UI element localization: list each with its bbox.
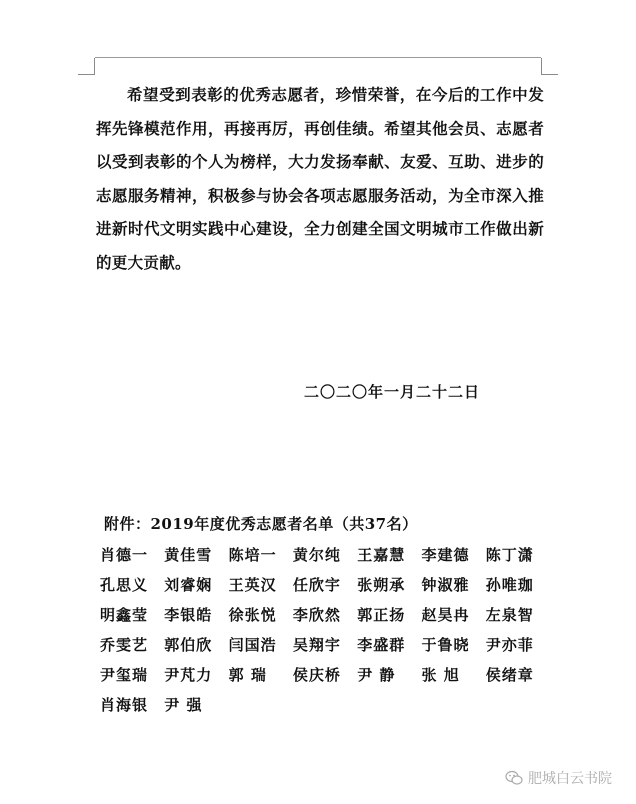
name-entry: 尹亦菲: [485, 636, 534, 654]
name-entry: 陈培一: [228, 546, 277, 564]
name-entry: 尹玺瑞: [100, 666, 149, 684]
name-entry: 乔雯艺: [100, 636, 149, 654]
name-entry: 郭正扬: [357, 606, 406, 624]
name-entry: 王嘉慧: [357, 546, 406, 564]
name-entry: 任欣宇: [292, 576, 341, 594]
name-entry: 陈丁潇: [485, 546, 534, 564]
name-entry: 肖海银: [100, 696, 149, 714]
name-entry: 郭伯欣: [164, 636, 213, 654]
name-entry: 李银皓: [164, 606, 213, 624]
name-entry: 明鑫莹: [100, 606, 149, 624]
margin-corner-top-left: [78, 58, 95, 75]
name-entry: 徐张悦: [228, 606, 277, 624]
name-entry: 侯绪章: [485, 666, 534, 684]
name-entry: 刘睿娴: [164, 576, 213, 594]
name-entry: 张朔承: [357, 576, 406, 594]
name-entry: 张 旭: [421, 666, 460, 684]
name-entry: 孔思义: [100, 576, 149, 594]
name-entry: 吴翔宇: [292, 636, 341, 654]
name-entry: 李盛群: [357, 636, 406, 654]
names-list: [100, 544, 550, 724]
name-entry: 赵昊冉: [421, 606, 470, 624]
name-entry: 左泉智: [485, 606, 534, 624]
name-entry: 李建德: [421, 546, 470, 564]
name-entry: 王英汉: [228, 576, 277, 594]
wechat-icon: [505, 770, 523, 786]
page-top-rule: [95, 57, 541, 58]
name-entry: 钟淑雅: [421, 576, 470, 594]
attachment-title: 附件：2019年度优秀志愿者名单（共37名）: [104, 515, 418, 533]
name-entry: 尹芃力: [164, 666, 213, 684]
name-entry: 郭 瑞: [228, 666, 267, 684]
name-entry: 黄佳雪: [164, 546, 213, 564]
name-entry: 闫国浩: [228, 636, 277, 654]
name-entry: 于鲁晓: [421, 636, 470, 654]
watermark-text: 肥城白云书院: [528, 770, 612, 786]
name-entry: 尹 强: [164, 696, 203, 714]
name-entry: 黄尔纯: [292, 546, 341, 564]
name-entry: 孙唯珈: [485, 576, 534, 594]
margin-corner-top-right: [541, 58, 558, 75]
watermark: [505, 768, 612, 788]
name-entry: 肖德一: [100, 546, 149, 564]
body-paragraph: 希望受到表彰的优秀志愿者，珍惜荣誉，在今后的工作中发挥先锋模范作用，再接再厉，再创佳绩。希望其他会员、志愿者以受到表彰的个人为榜样，大力发扬奉献、友爱、互助、进步的志愿服务精神，积极参与协会各项志愿服务活动，为全市深入推进新时代文明实践中心建设，全力创建全国文明城市工作做出新的更大贡献。: [96, 85, 544, 272]
name-entry: 尹 静: [357, 666, 396, 684]
document-date: 二〇二〇年一月二十二日: [304, 383, 481, 401]
name-entry: 李欣然: [292, 606, 341, 624]
name-entry: 侯庆桥: [292, 666, 341, 684]
